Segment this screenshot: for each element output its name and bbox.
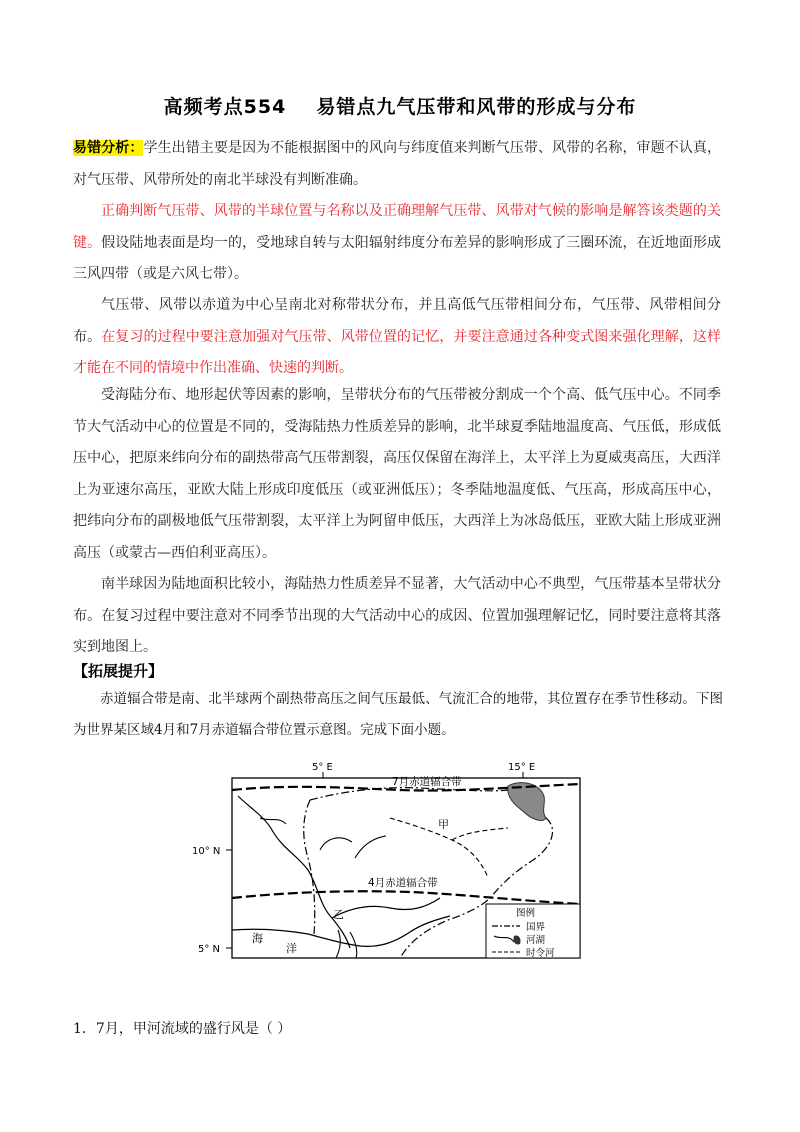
paragraph-2 xyxy=(73,196,721,291)
legend-seasonal-river-label: 时令河 xyxy=(526,948,555,959)
lon-15-label: 15° E xyxy=(508,762,536,773)
question-1: 1．7月，甲河流域的盛行风是（ ） xyxy=(73,1021,292,1037)
tributary-river-3 xyxy=(260,818,286,824)
p2-normal-text: 假设陆地表面是均一的，受地球自转与太阳辐射纬度分布差异的影响形成了三圈环流，在近地面形成三风四带（或是六风七带）。 xyxy=(73,234,722,282)
yi-label: 乙 xyxy=(333,908,344,921)
paragraph-5: 南半球因为陆地面积比较小，海陆热力性质差异不显著，大气活动中心不典型，气压带基本呈带状分布。在复习过程中要注意对不同季节出现的大气活动中心的成因、位置加强理解记忆，同时要注意将其落实到地图上。 xyxy=(73,576,721,655)
legend-title: 图例 xyxy=(516,908,536,919)
analysis-label: 易错分析： xyxy=(73,140,144,156)
lat-10-label: 10° N xyxy=(192,846,221,857)
analysis-paragraph xyxy=(73,133,721,196)
benue-river xyxy=(332,898,440,918)
paragraph-3 xyxy=(73,290,721,385)
p3-red-text: 在复习的过程中要注意加强对气压带、风带位置的记忆，并要注意通过各种变式图来强化理解，这样才能在不同的情境中作出准确、快速的判断。 xyxy=(73,328,722,376)
paragraph-4: 受海陆分布、地形起伏等因素的影响，呈带状分布的气压带被分割成一个个高、低气压中心。不同季节大气活动中心的位置是不同的，受海陆热力性质差异的影响，北半球夏季陆地温度高、气压低，形成低压中心，把原来纬向分布的副热带高气压带割裂，高压仅保留在海洋上，太平洋上为夏威夷高压，大西洋上为亚速尔高压，亚欧大陆上形成印度低压（或亚洲低压）；冬季陆地温度低、气压高，形成高压中心，把纬向分布的副极地低气压带割裂，太平洋上为阿留申低压，大西洋上为冰岛低压，亚欧大陆上形成亚洲高压（或蒙古—西伯利亚高压）。 xyxy=(73,387,721,561)
tributary-river-1 xyxy=(320,838,352,850)
sea-label-1: 海 xyxy=(252,932,263,945)
legend-river-lake-label: 河湖 xyxy=(526,935,546,946)
p3-normal-text: 气压带、风带以赤道为中心呈南北对称带状分布，并且高低气压带相间分布，气压带、风带相间分布。 xyxy=(73,297,721,345)
page-title xyxy=(0,92,800,119)
seasonal-river-2 xyxy=(452,828,508,840)
title-number: 高频考点554 xyxy=(163,96,287,118)
title-text: 易错点九气压带和风带的形成与分布 xyxy=(316,96,637,118)
intro-paragraph: 赤道辐合带是南、北半球两个副热带高压之间气压最低、气流汇合的地带，其位置存在季节性移动。下图为世界某区域4月和7月赤道辐合带位置示意图。完成下面小题。 xyxy=(73,691,723,738)
april-itcz-line xyxy=(232,891,580,904)
legend-border-label: 国界 xyxy=(526,922,546,933)
niger-river xyxy=(238,796,350,948)
section-title: 【拓展提升】 xyxy=(73,662,164,680)
tributary-river-2 xyxy=(355,836,386,858)
lat-5-label: 5° N xyxy=(198,944,221,955)
itcz-map xyxy=(190,758,590,968)
analysis-text: 学生出错主要是因为不能根据图中的风向与纬度值来判断气压带、风带的名称，审题不认真，对气压带、风带所处的南北半球没有判断准确。 xyxy=(73,140,722,188)
p2-red-text: 正确判断气压带、风带的半球位置与名称以及正确理解气压带、风带对气候的影响是解答该类题的关键。 xyxy=(73,203,721,251)
july-itcz-label: 7月赤道辐合带 xyxy=(392,776,462,788)
jia-label: 甲 xyxy=(438,818,449,831)
sea-label-2: 洋 xyxy=(286,942,297,955)
lon-5-label: 5° E xyxy=(312,762,333,773)
april-itcz-label: 4月赤道辐合带 xyxy=(368,877,438,889)
